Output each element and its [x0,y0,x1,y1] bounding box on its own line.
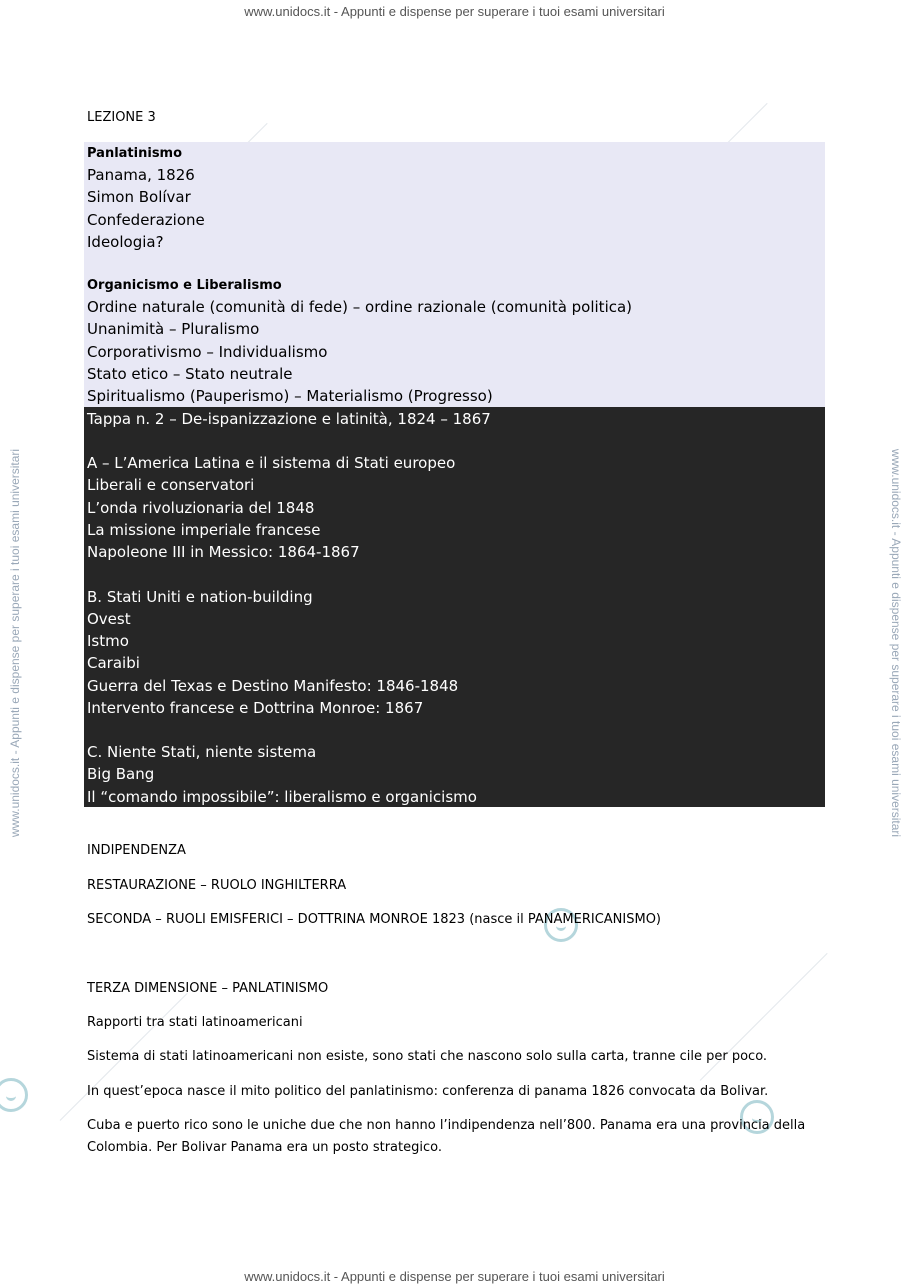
watermark-header: www.unidocs.it - Appunti e dispense per superare i tuoi esami universitari [244,4,665,19]
watermark-side-left: www.unidocs.it - Appunti e dispense per superare i tuoi esami universitari [8,448,22,838]
topics-box-dark [84,407,825,807]
lesson-title: LEZIONE 3 [87,110,156,125]
section-heading: INDIPENDENZA [87,843,186,858]
section-heading: TERZA DIMENSIONE – PANLATINISMO [87,981,329,996]
box-line: C. Niente Stati, niente sistema [87,743,317,761]
box-heading: Panlatinismo [87,146,183,161]
box-line: Liberali e conservatori [87,476,255,494]
box-line: B. Stati Uniti e nation-building [87,588,313,606]
box-line: Istmo [87,632,129,650]
box-line: Il “comando impossibile”: liberalismo e organicismo [87,788,477,806]
box-line: La missione imperiale francese [87,521,321,539]
paragraph: Sistema di stati latinoamericani non esiste, sono stati che nascono solo sulla carta, tranne cile per poco. [87,1049,768,1064]
box-line: L’onda rivoluzionaria del 1848 [87,499,315,517]
section-heading: RESTAURAZIONE – RUOLO INGHILTERRA [87,878,347,893]
box-line: Spiritualismo (Pauperismo) – Materialismo (Progresso) [87,387,493,405]
box-line: Big Bang [87,765,155,783]
box-line: Ordine naturale (comunità di fede) – ordine razionale (comunità politica) [87,298,633,316]
paragraph: In quest’epoca nasce il mito politico del panlatinismo: conferenza di panama 1826 convocata da Bolivar. [87,1084,769,1099]
box-line: Intervento francese e Dottrina Monroe: 1867 [87,699,424,717]
box-line: Ideologia? [87,233,164,251]
watermark-side-right: www.unidocs.it - Appunti e dispense per superare i tuoi esami universitari [889,448,903,838]
box-line: Unanimità – Pluralismo [87,320,260,338]
watermark-footer: www.unidocs.it - Appunti e dispense per superare i tuoi esami universitari [244,1269,665,1284]
box-line: A – L’America Latina e il sistema di Stati europeo [87,454,456,472]
box-line: Confederazione [87,211,205,229]
section-heading: SECONDA – RUOLI EMISFERICI – DOTTRINA MONROE 1823 (nasce il PANAMERICANISMO) [87,912,661,927]
box-line: Napoleone III in Messico: 1864-1867 [87,543,360,561]
box-line: Ovest [87,610,131,628]
topics-box-light [84,142,825,407]
box-line: Corporativismo – Individualismo [87,343,328,361]
paragraph: Rapporti tra stati latinoamericani [87,1015,303,1030]
box-line: Caraibi [87,654,140,672]
paragraph: Cuba e puerto rico sono le uniche due che non hanno l’indipendenza nell’800. Panama era una provincia della Colombia. Per Bolivar Panama era un posto strategico. [87,1118,806,1155]
box-line: Simon Bolívar [87,188,191,206]
box-line: Tappa n. 2 – De-ispanizzazione e latinità, 1824 – 1867 [87,410,491,428]
box-line: Guerra del Texas e Destino Manifesto: 1846-1848 [87,677,459,695]
box-line: Panama, 1826 [87,166,195,184]
unidocs-logo-icon [0,1078,28,1112]
box-line: Stato etico – Stato neutrale [87,365,293,383]
box-heading: Organicismo e Liberalismo [87,278,282,293]
